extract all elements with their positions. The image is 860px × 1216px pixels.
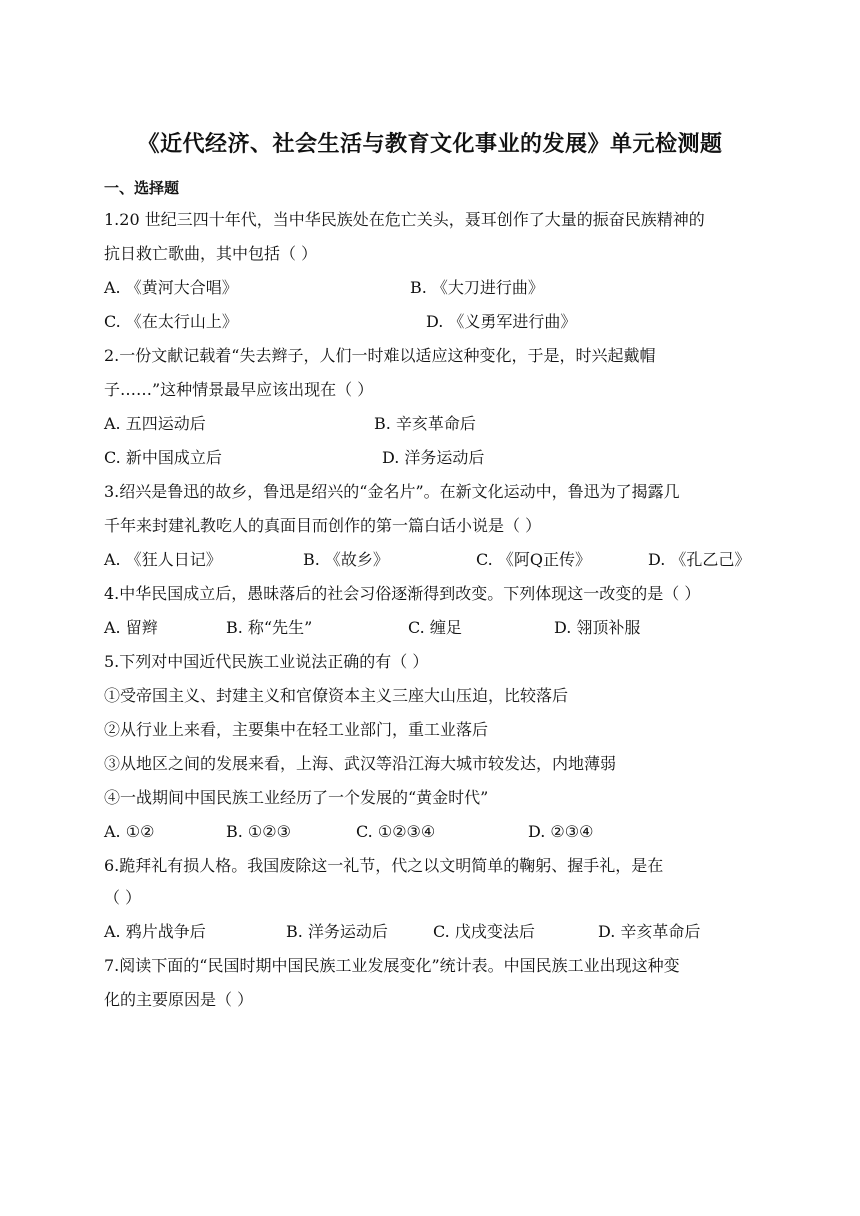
question-2-text-cont: 子……”这种情景最早应该出现在（ ） xyxy=(104,380,374,399)
question-6-option-d: D. 辛亥革命后 xyxy=(598,922,701,941)
question-5-statement-1: ①受帝国主义、封建主义和官僚资本主义三座大山压迫，比较落后 xyxy=(104,686,569,705)
question-5-statement-3: ③从地区之间的发展来看，上海、武汉等沿江海大城市较发达，内地薄弱 xyxy=(104,754,617,773)
question-3-option-d: D. 《孔乙己》 xyxy=(648,550,751,569)
question-6-option-b: B. 洋务运动后 xyxy=(286,922,388,941)
question-1-text: 1.20 世纪三四十年代，当中华民族处在危亡关头，聂耳创作了大量的振奋民族精神的 xyxy=(104,210,705,229)
question-3-text-cont: 千年来封建礼教吃人的真面目而创作的第一篇白话小说是（ ） xyxy=(104,516,542,535)
question-5-option-b: B. ①②③ xyxy=(226,822,291,841)
question-1-text-cont: 抗日救亡歌曲，其中包括（ ） xyxy=(104,244,318,263)
question-4-option-c: C. 缠足 xyxy=(408,618,462,637)
question-3-option-a: A. 《狂人日记》 xyxy=(104,550,222,569)
question-5-option-a: A. ①② xyxy=(104,822,155,841)
question-1-option-c: C. 《在太行山上》 xyxy=(104,312,238,331)
question-5-option-d: D. ②③④ xyxy=(528,822,594,841)
question-7-text-cont: 化的主要原因是（ ） xyxy=(104,990,254,1009)
question-2-option-a: A. 五四运动后 xyxy=(104,414,206,433)
question-2-option-c: C. 新中国成立后 xyxy=(104,448,222,467)
question-5-statement-4: ④一战期间中国民族工业经历了一个发展的“黄金时代” xyxy=(104,788,489,807)
question-5-statement-2: ②从行业上来看，主要集中在轻工业部门，重工业落后 xyxy=(104,720,489,739)
question-4-text: 4.中华民国成立后，愚昧落后的社会习俗逐渐得到改变。下列体现这一改变的是（ ） xyxy=(104,584,701,603)
document-title: 《近代经济、社会生活与教育文化事业的发展》单元检测题 xyxy=(137,132,723,157)
question-6-option-c: C. 戊戌变法后 xyxy=(433,922,535,941)
question-2-option-b: B. 辛亥革命后 xyxy=(374,414,476,433)
question-3-option-c: C. 《阿Q正传》 xyxy=(476,550,591,569)
question-4-option-d: D. 翎顶补服 xyxy=(554,618,641,637)
question-6-text: 6.跪拜礼有损人格。我国废除这一礼节，代之以文明简单的鞠躬、握手礼，是在 xyxy=(104,856,664,875)
question-3-option-b: B. 《故乡》 xyxy=(303,550,389,569)
question-1-option-a: A. 《黄河大合唱》 xyxy=(104,278,238,297)
question-2-text: 2.一份文献记载着“失去辫子，人们一时难以适应这种变化，于是，时兴起戴帽 xyxy=(104,346,656,365)
question-2-option-d: D. 洋务运动后 xyxy=(382,448,485,467)
question-1-option-b: B. 《大刀进行曲》 xyxy=(410,278,544,297)
question-7-text: 7.阅读下面的“民国时期中国民族工业发展变化”统计表。中国民族工业出现这种变 xyxy=(104,956,680,975)
question-1-option-d: D. 《义勇军进行曲》 xyxy=(426,312,577,331)
question-6-text-cont: （ ） xyxy=(104,888,142,907)
question-3-text: 3.绍兴是鲁迅的故乡，鲁迅是绍兴的“金名片”。在新文化运动中，鲁迅为了揭露几 xyxy=(104,482,680,501)
question-4-option-a: A. 留辫 xyxy=(104,618,158,637)
section-heading: 一、选择题 xyxy=(104,179,180,197)
question-5-option-c: C. ①②③④ xyxy=(356,822,436,841)
question-6-option-a: A. 鸦片战争后 xyxy=(104,922,206,941)
question-4-option-b: B. 称“先生” xyxy=(226,618,313,637)
question-5-text: 5.下列对中国近代民族工业说法正确的有（ ） xyxy=(104,652,429,671)
